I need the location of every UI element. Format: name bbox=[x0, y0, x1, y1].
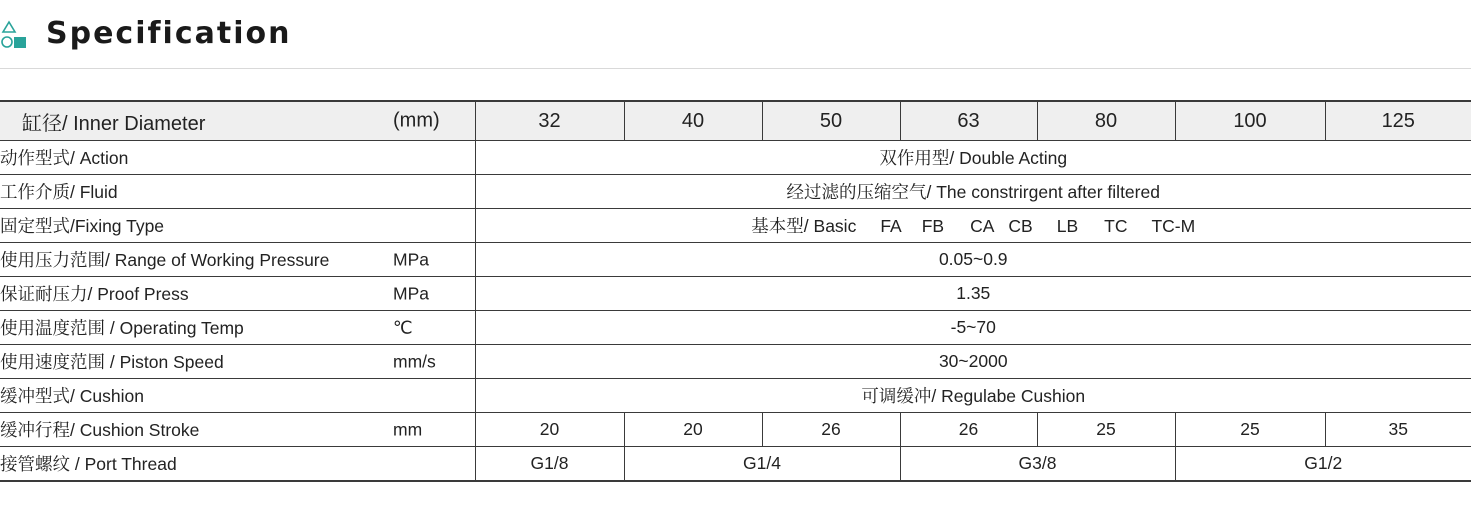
port-thread-value: G1/4 bbox=[624, 447, 900, 482]
row-unit: (mm) bbox=[393, 109, 440, 132]
row-label: 接管螺纹 / Port Thread bbox=[0, 447, 393, 482]
row-unit: mm bbox=[393, 419, 423, 439]
row-label: 使用压力范围/ Range of Working Pressure bbox=[0, 243, 393, 277]
fixing-type-item: LB bbox=[1056, 216, 1079, 236]
triangle-circle-square-icon bbox=[0, 20, 28, 52]
bore-50: 50 bbox=[762, 101, 900, 141]
row-port-thread bbox=[0, 447, 1471, 482]
row-working-pressure bbox=[0, 243, 1471, 277]
stroke-value: 35 bbox=[1325, 413, 1471, 447]
fixing-type-item: TC bbox=[1104, 216, 1128, 236]
fixing-type-item: FB bbox=[921, 216, 945, 236]
row-label: 动作型式/ Action bbox=[0, 141, 393, 175]
header-divider bbox=[0, 68, 1471, 69]
row-inner-diameter bbox=[0, 101, 1471, 141]
fixing-type-item: 基本型/ Basic bbox=[751, 216, 857, 236]
fixing-type-item: FA bbox=[880, 216, 902, 236]
row-label: 缸径/ Inner Diameter bbox=[0, 101, 393, 141]
row-unit: mm/s bbox=[393, 351, 436, 371]
row-value: 双作用型/ Double Acting bbox=[475, 141, 1471, 175]
bore-63: 63 bbox=[900, 101, 1037, 141]
row-unit: MPa bbox=[393, 249, 429, 269]
row-unit: ℃ bbox=[393, 317, 413, 337]
fixing-type-item: TC-M bbox=[1151, 216, 1196, 236]
row-operating-temp bbox=[0, 311, 1471, 345]
specification-table bbox=[0, 100, 1471, 482]
bore-80: 80 bbox=[1037, 101, 1175, 141]
row-fixing-type bbox=[0, 209, 1471, 243]
stroke-value: 20 bbox=[475, 413, 624, 447]
row-value: 可调缓冲/ Regulabe Cushion bbox=[475, 379, 1471, 413]
row-value: -5~70 bbox=[475, 311, 1471, 345]
row-value: 1.35 bbox=[475, 277, 1471, 311]
row-label: 固定型式/Fixing Type bbox=[0, 209, 393, 243]
stroke-value: 26 bbox=[762, 413, 900, 447]
section-header bbox=[0, 0, 1471, 70]
port-thread-value: G3/8 bbox=[900, 447, 1175, 482]
row-piston-speed bbox=[0, 345, 1471, 379]
row-value: 30~2000 bbox=[475, 345, 1471, 379]
stroke-value: 20 bbox=[624, 413, 762, 447]
row-fluid bbox=[0, 175, 1471, 209]
row-label: 工作介质/ Fluid bbox=[0, 175, 393, 209]
row-proof-press bbox=[0, 277, 1471, 311]
page-title: Specification bbox=[46, 16, 292, 51]
port-thread-value: G1/8 bbox=[475, 447, 624, 482]
stroke-value: 25 bbox=[1037, 413, 1175, 447]
row-unit: MPa bbox=[393, 283, 429, 303]
bore-32: 32 bbox=[475, 101, 624, 141]
stroke-value: 25 bbox=[1175, 413, 1325, 447]
row-label: 使用速度范围 / Piston Speed bbox=[0, 345, 393, 379]
row-cushion bbox=[0, 379, 1471, 413]
fixing-type-item: CA bbox=[970, 216, 995, 236]
row-value bbox=[475, 209, 1471, 243]
port-thread-value: G1/2 bbox=[1175, 447, 1471, 482]
row-value: 0.05~0.9 bbox=[475, 243, 1471, 277]
row-action bbox=[0, 141, 1471, 175]
bore-40: 40 bbox=[624, 101, 762, 141]
row-label: 缓冲行程/ Cushion Stroke bbox=[0, 413, 393, 447]
row-label: 使用温度范围 / Operating Temp bbox=[0, 311, 393, 345]
bore-125: 125 bbox=[1325, 101, 1471, 141]
row-cushion-stroke bbox=[0, 413, 1471, 447]
row-label: 保证耐压力/ Proof Press bbox=[0, 277, 393, 311]
stroke-value: 26 bbox=[900, 413, 1037, 447]
row-label: 缓冲型式/ Cushion bbox=[0, 379, 393, 413]
fixing-type-item: CB bbox=[1008, 216, 1033, 236]
bore-100: 100 bbox=[1175, 101, 1325, 141]
row-value: 经过滤的压缩空气/ The constrirgent after filtered bbox=[475, 175, 1471, 209]
